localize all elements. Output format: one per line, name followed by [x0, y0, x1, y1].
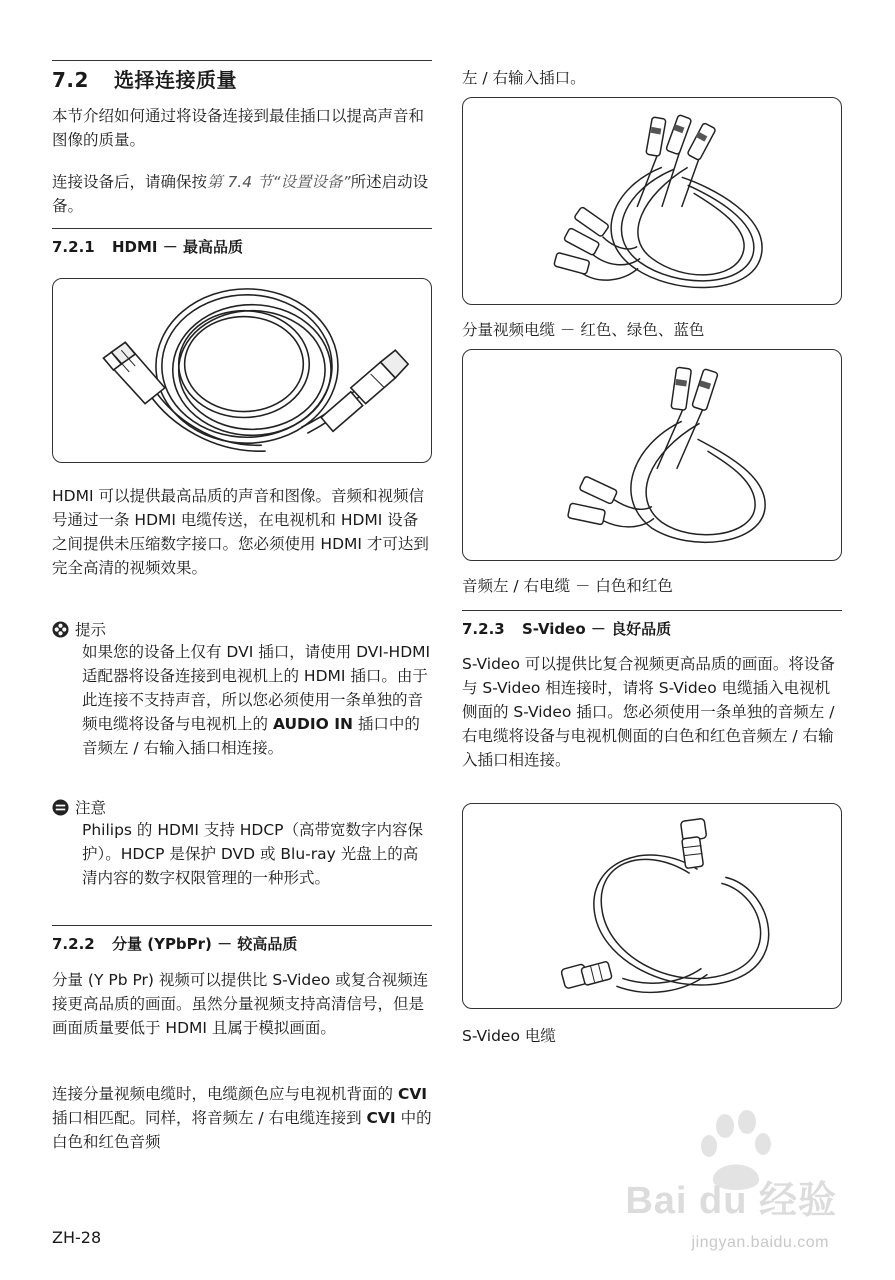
- svideo-body: S-Video 可以提供比复合视频更高品质的画面。将设备与 S-Video 相连接时，请将 S-Video 电缆插入电视机侧面的 S-Video 插口。您必须使用一条单独的音频左 / 右电缆将设备与电视机侧面的白色和红色音频左 / 右输入插口相连接。: [462, 655, 835, 769]
- svideo-caption: S-Video 电缆: [462, 1027, 556, 1045]
- note-block: [52, 796, 432, 890]
- ypbpr-cvi-2: CVI: [366, 1109, 396, 1127]
- ypbpr-title: 分量 (YPbPr) － 较高品质: [112, 935, 298, 953]
- tip-heading: [52, 618, 432, 640]
- hdmi-rule: [52, 228, 432, 229]
- watermark-brand: Bai du 经验: [625, 1180, 837, 1222]
- ypbpr-body-1: 分量 (Y Pb Pr) 视频可以提供比 S-Video 或复合视频连接更高品质的画面。虽然分量视频支持高清信号，但是画面质量要低于 HDMI 且属于模拟画面。: [52, 971, 429, 1037]
- section-title: 选择连接质量: [114, 68, 237, 92]
- svideo-cable-illustration: [462, 803, 842, 1009]
- component-cable-illustration: [462, 97, 842, 305]
- note-heading: [52, 796, 432, 818]
- tip-flower-icon: [52, 621, 69, 638]
- component-caption: 分量视频电缆 － 红色、绿色、蓝色: [462, 321, 705, 339]
- svideo-title: S-Video － 良好品质: [522, 620, 672, 638]
- page-number: ZH-28: [52, 1228, 102, 1247]
- note-body: Philips 的 HDMI 支持 HDCP（高带宽数字内容保护）。HDCP 是保护 DVD 或 Blu-ray 光盘上的高清内容的数字权限管理的一种形式。: [82, 821, 424, 887]
- intro-p2-text: 连接设备后，请确保按: [52, 173, 208, 191]
- ypbpr-text-a: 连接分量视频电缆时，电缆颜色应与电视机背面的: [52, 1085, 398, 1103]
- section-number: 7.2: [52, 68, 89, 92]
- hdmi-number: 7.2.1: [52, 238, 95, 256]
- tip-label: 提示: [75, 621, 107, 639]
- intro-paragraph-2: [52, 170, 432, 218]
- component-cable-icon: [463, 98, 841, 304]
- tip-text: 如果您的设备上仅有 DVI 插口，请使用 DVI-HDMI 适配器将设备连接到电视机上的 HDMI 插口。由于此连接不支持声音，所以您必须使用一条单独的音频电缆将设备与电视机上的: [82, 643, 431, 733]
- hdmi-title: HDMI － 最高品质: [112, 238, 243, 256]
- svideo-heading: [462, 618, 842, 639]
- section-reference-link[interactable]: 第 7.4 节“设置设备”: [207, 173, 351, 191]
- hdmi-body: HDMI 可以提供最高品质的声音和图像。音频和视频信号通过一条 HDMI 电缆传送，在电视机和 HDMI 设备之间提供未压缩数字接口。您必须使用 HDMI 才可达到完全高清的视频效果。: [52, 487, 429, 577]
- ypbpr-body-2: [52, 1082, 432, 1154]
- note-icon: [52, 799, 69, 816]
- ypbpr-text-c: 中的白色和红色音频: [52, 1109, 432, 1151]
- tip-body: [52, 640, 432, 760]
- ypbpr-cvi-1: CVI: [397, 1085, 428, 1103]
- svideo-number: 7.2.3: [462, 620, 505, 638]
- continued-text: 左 / 右输入插口。: [462, 69, 586, 87]
- tip-text-tail: 插口中的音频左 / 右输入插口相连接。: [82, 715, 420, 757]
- top-rule-left: [52, 60, 432, 61]
- intro-p2-tail: 所述启动设备。: [52, 173, 429, 215]
- tip-audio-in: AUDIO IN: [272, 715, 353, 733]
- audio-caption: 音频左 / 右电缆 － 白色和红色: [462, 577, 673, 595]
- tip-block: [52, 618, 432, 760]
- ypbpr-number: 7.2.2: [52, 935, 95, 953]
- hdmi-cable-illustration: [52, 278, 432, 463]
- intro-paragraph-1: 本节介绍如何通过将设备连接到最佳插口以提高声音和图像的质量。: [52, 107, 425, 149]
- hdmi-heading: [52, 236, 432, 257]
- watermark-url: jingyan.baidu.com: [691, 1234, 829, 1251]
- svideo-rule: [462, 610, 842, 611]
- ypbpr-text-b: 插口相匹配。同样，将音频左 / 右电缆连接到: [52, 1109, 367, 1127]
- section-heading: [52, 64, 432, 93]
- note-label: 注意: [75, 799, 107, 817]
- ypbpr-heading: [52, 933, 432, 954]
- hdmi-cable-icon: [53, 279, 431, 462]
- audio-cable-icon: [463, 350, 841, 560]
- ypbpr-rule: [52, 925, 432, 926]
- svideo-cable-icon: [463, 804, 841, 1008]
- audio-cable-illustration: [462, 349, 842, 561]
